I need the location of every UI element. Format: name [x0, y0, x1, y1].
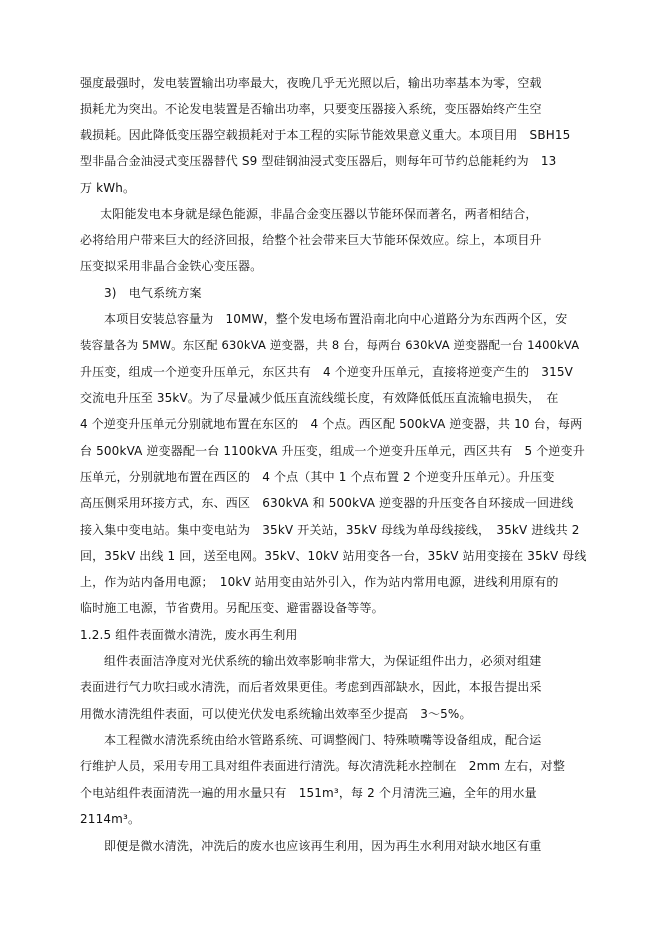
section-heading: 1.2.5 组件表面微水清洗，废水再生利用	[80, 628, 298, 642]
text-line: 型非晶合金油浸式变压器替代 S9 型硅钢油浸式变压器后，则每年可节约总能耗约为 13	[80, 154, 557, 168]
text-line: 压变拟采用非晶合金铁心变压器。	[80, 259, 263, 273]
text-line: 本工程微水清洗系统由给水管路系统、可调整阀门、特殊喷嘴等设备组成，配合运	[104, 733, 542, 747]
text-line: 即便是微水清洗，冲洗后的废水也应该再生利用，因为再生水利用对缺水地区有重	[104, 839, 542, 853]
text-line: 必将给用户带来巨大的经济回报，给整个社会带来巨大节能环保效应。综上，本项目升	[80, 233, 542, 247]
text-line: 装容量各为 5MW。东区配 630kVA 逆变器，共 8 台，每两台 630kVA 逆变器配一台 1400kVA	[80, 338, 580, 352]
text-line: 太阳能发电本身就是绿色能源，非晶合金变压器以节能环保而著名，两者相结合，	[88, 207, 538, 221]
text-line: 用微水清洗组件表面，可以使光伏发电系统输出效率至少提高 3～5%。	[80, 707, 472, 721]
text-line: 本项目安装总容量为 10MW，整个发电场布置沿南北向中心道路分为东西两个区，安	[104, 312, 568, 326]
text-line: 2114m³。	[80, 812, 141, 826]
text-line: 强度最强时，发电装置输出功率最大，夜晚几乎无光照以后，输出功率基本为零，空载	[80, 76, 542, 90]
text-line: 行维护人员，采用专用工具对组件表面进行清洗。每次清洗耗水控制在 2mm 左右，对整	[80, 759, 565, 773]
text-line: 回，35kV 出线 1 回，送至电网。35kV、10kV 站用变各一台，35kV 站用变接在 35kV 母线	[80, 549, 587, 563]
text-line: 台 500kVA 逆变器配一台 1100kVA 升压变，组成一个逆变升压单元，西区共有 5 个逆变升	[80, 444, 585, 458]
text-line: 上，作为站内备用电源； 10kV 站用变由站外引入，作为站内常用电源，进线利用原有的	[80, 575, 559, 589]
text-line: 高压侧采用环接方式，东、西区 630kVA 和 500kVA 逆变器的升压变各自环接成一回进线	[80, 496, 574, 510]
text-line: 临时施工电源，节省费用。另配压变、避雷器设备等等。	[80, 601, 384, 615]
text-line: 交流电升压至 35kV。为了尽量减少低压直流线缆长度，有效降低低压直流输电损失， 在	[80, 391, 559, 405]
text-line: 升压变，组成一个逆变升压单元，东区共有 4 个逆变升压单元，直接将逆变产生的 315V	[80, 365, 574, 379]
text-line: 组件表面洁净度对光伏系统的输出效率影响非常大，为保证组件出力，必须对组建	[104, 654, 542, 668]
text-line: 万 kWh。	[80, 181, 136, 195]
text-line: 表面进行气力吹扫或水清洗，而后者效果更佳。考虑到西部缺水，因此，本报告提出采	[80, 680, 542, 694]
text-line: 损耗尤为突出。不论发电装置是否输出功率，只要变压器接入系统，变压器始终产生空	[80, 102, 542, 116]
text-line: 个电站组件表面清洗一遍的用水量只有 151m³，每 2 个月清洗三遍，全年的用水量	[80, 786, 537, 800]
text-line: 4 个逆变升压单元分别就地布置在东区的 4 个点。西区配 500kVA 逆变器，共 10 台，每两	[80, 417, 583, 431]
text-line: 载损耗。因此降低变压器空载损耗对于本工程的实际节能效果意义重大。本项目用 SBH15	[80, 128, 571, 142]
text-line: 接入集中变电站。集中变电站为 35kV 开关站，35kV 母线为单母线接线， 35kV 进线共 2	[80, 523, 580, 537]
text-line: 压单元，分别就地布置在西区的 4 个点（其中 1 个点布置 2 个逆变升压单元）。升压变	[80, 470, 555, 484]
section-heading: 3) 电气系统方案	[104, 286, 202, 300]
